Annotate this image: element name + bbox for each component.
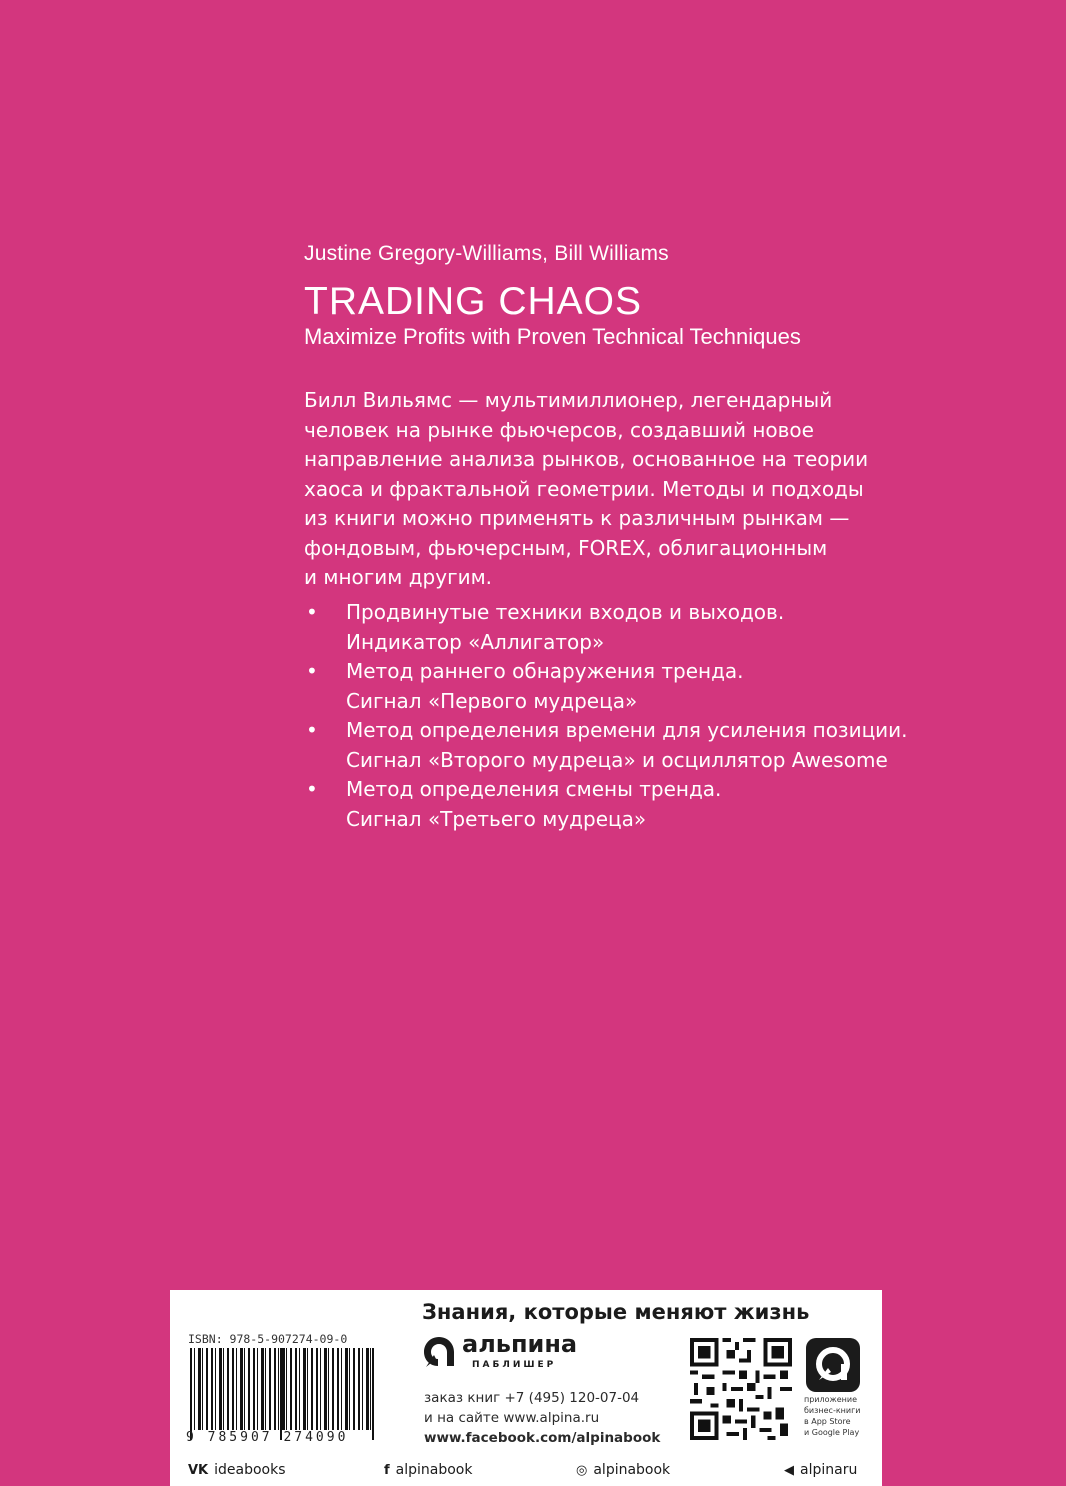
app-logo-icon[interactable] xyxy=(806,1338,860,1392)
bullet-icon: • xyxy=(306,659,318,683)
bullet-icon: • xyxy=(306,600,318,624)
barcode xyxy=(190,1348,374,1430)
bullet-icon: • xyxy=(306,777,318,801)
description-line: фондовым, фьючерсным, FOREX, облигационным xyxy=(304,535,828,560)
description-line: Билл Вильямс — мультимиллионер, легендарный xyxy=(304,388,833,412)
feature-line: Сигнал «Второго мудреца» и осциллятор Awesome xyxy=(346,747,888,772)
telegram-icon: ◀ xyxy=(784,1462,794,1478)
facebook-link[interactable]: www.facebook.com/alpinabook xyxy=(424,1430,661,1446)
order-phone: заказ книг +7 (495) 120-07-04 xyxy=(424,1390,640,1406)
social-label: alpinaru xyxy=(800,1462,858,1478)
publisher-logo-icon xyxy=(422,1335,456,1369)
description-line: хаоса и фрактальной геометрии. Методы и подходы xyxy=(304,476,864,501)
social-instagram[interactable] xyxy=(576,1462,670,1478)
feature-line: Индикатор «Аллигатор» xyxy=(346,629,605,654)
book-authors: Justine Gregory-Williams, Bill Williams xyxy=(304,242,669,265)
book-description xyxy=(304,386,869,593)
social-telegram[interactable] xyxy=(784,1462,857,1478)
social-label: alpinabook xyxy=(395,1462,473,1478)
instagram-icon: ◎ xyxy=(576,1462,588,1478)
feature-line: Метод определения времени для усиления позиции. xyxy=(346,718,908,742)
order-site[interactable]: и на сайте www.alpina.ru xyxy=(424,1410,600,1426)
feature-line: Метод определения смены тренда. xyxy=(346,777,722,801)
social-vk[interactable] xyxy=(188,1462,286,1478)
app-store-text: приложение бизнес-книги в App Store и Google Play xyxy=(804,1395,861,1437)
feature-line: Метод раннего обнаружения тренда. xyxy=(346,659,744,683)
facebook-icon: f xyxy=(384,1462,390,1478)
publisher-name: альпина xyxy=(462,1330,578,1358)
description-line: человек на рынке фьючерсов, создавший новое xyxy=(304,417,814,442)
book-subtitle: Maximize Profits with Proven Technical Techniques xyxy=(304,324,801,349)
description-line: направление анализа рынков, основанное на теории xyxy=(304,447,869,471)
feature-list xyxy=(304,598,944,834)
social-label: alpinabook xyxy=(593,1462,671,1478)
bullet-icon: • xyxy=(306,718,318,742)
book-title: TRADING CHAOS xyxy=(304,280,643,323)
feature-line: Продвинутые техники входов и выходов. xyxy=(346,600,785,624)
contact-info xyxy=(424,1388,660,1448)
barcode-guard xyxy=(190,1348,192,1440)
publisher-panel xyxy=(170,1290,882,1486)
feature-item xyxy=(304,716,944,775)
description-line: и многим другим. xyxy=(304,565,493,589)
vk-icon: VK xyxy=(188,1462,209,1478)
qr-code[interactable] xyxy=(690,1338,792,1440)
feature-item xyxy=(304,775,944,834)
social-label: ideabooks xyxy=(214,1462,286,1478)
isbn-text: ISBN: 978-5-907274-09-0 xyxy=(188,1332,348,1346)
social-facebook[interactable] xyxy=(384,1462,472,1478)
publisher-subtitle: ПАБЛИШЕР xyxy=(472,1360,557,1370)
barcode-digits: 9 785907 274090 xyxy=(186,1430,349,1445)
feature-item xyxy=(304,598,944,657)
slogan: Знания, которые меняют жизнь xyxy=(422,1300,810,1324)
feature-line: Сигнал «Третьего мудреца» xyxy=(346,806,647,831)
feature-item xyxy=(304,657,944,716)
barcode-guard xyxy=(372,1348,374,1440)
feature-line: Сигнал «Первого мудреца» xyxy=(346,688,638,713)
description-line: из книги можно применять к различным рынкам — xyxy=(304,506,850,530)
barcode-guard xyxy=(280,1348,282,1440)
